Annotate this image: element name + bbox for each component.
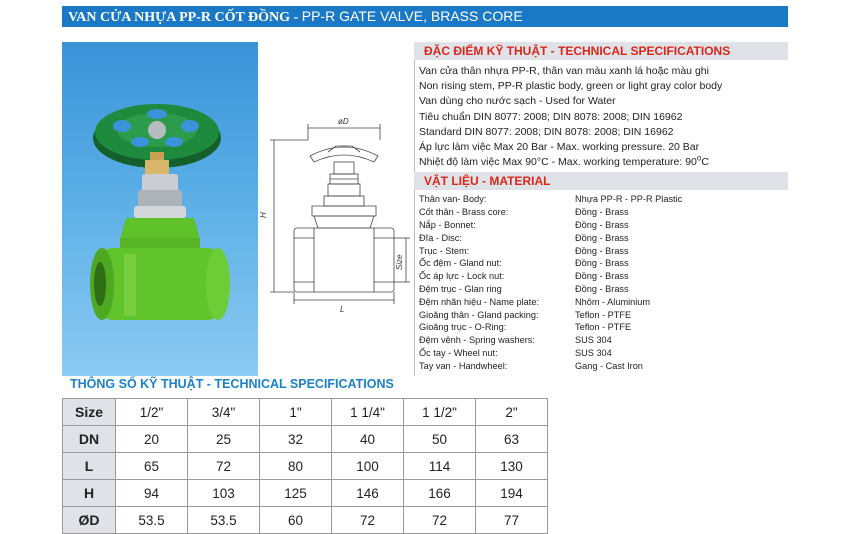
title-english: PP-R GATE VALVE, BRASS CORE [301, 8, 523, 24]
label-size: Size [395, 254, 404, 270]
table-cell: 146 [332, 480, 404, 507]
table-cell: 65 [116, 453, 188, 480]
label-length: L [340, 305, 345, 314]
table-cell: 53.5 [116, 507, 188, 534]
material-value: Đồng - Brass [575, 284, 629, 294]
material-row [419, 296, 784, 309]
material-value: Teflon - PTFE [575, 309, 632, 320]
material-value: Nhôm - Aluminium [575, 296, 651, 307]
material-part: Nắp - Bonnet: [419, 220, 476, 231]
table-cell: 1 1/4" [332, 399, 404, 426]
dimension-table [62, 398, 548, 534]
spec-line: Áp lực làm việc Max 20 Bar - Max. working pressure. 20 Bar [419, 141, 700, 154]
material-value: Đồng - Brass [575, 220, 629, 231]
material-row [419, 347, 784, 360]
row-header: ØD [63, 507, 116, 534]
table-cell: 166 [404, 480, 476, 507]
tech-spec-heading: ĐẶC ĐIỂM KỸ THUẬT - TECHNICAL SPECIFICATIONS [414, 42, 788, 60]
material-part: Tay van - Handwheel: [419, 360, 508, 371]
material-row [419, 232, 784, 245]
table-cell: 53.5 [188, 507, 260, 534]
valve-dimension-drawing [258, 42, 414, 376]
material-value: Gang - Cast Iron [575, 360, 643, 371]
material-value: Đồng - Brass [575, 258, 629, 269]
page-title [62, 6, 788, 27]
table-row [63, 480, 548, 507]
table-cell: 32 [260, 426, 332, 453]
table-cell: 72 [404, 507, 476, 534]
material-part: Ốc tay - Wheel nut: [419, 347, 498, 358]
material-part: Ốc áp lực - Lock nut: [419, 271, 505, 282]
table-cell: 100 [332, 453, 404, 480]
table-cell: 72 [188, 453, 260, 480]
label-diameter: øD [338, 117, 349, 126]
table-cell: 77 [476, 507, 548, 534]
material-part: Trục - Stem: [419, 245, 470, 256]
material-value: SUS 304 [575, 347, 612, 358]
table-cell: 20 [116, 426, 188, 453]
table-row [63, 399, 548, 426]
table-cell: 80 [260, 453, 332, 480]
table-cell: 130 [476, 453, 548, 480]
spec-line: Standard DIN 8077: 2008; DIN 8078: 2008; DIN 16962 [419, 125, 674, 138]
table-row [63, 453, 548, 480]
row-header: DN [63, 426, 116, 453]
gate-valve-image [62, 42, 258, 376]
material-row [419, 245, 784, 258]
material-part: Đệm nhãn hiệu - Name plate: [419, 296, 540, 307]
spec-line: Tiêu chuẩn DIN 8077: 2008; DIN 8078: 2008; DIN 16962 [419, 110, 683, 123]
material-value: Đồng - Brass [575, 245, 629, 256]
material-part: Thân van- Body: [419, 194, 487, 205]
material-row [419, 283, 784, 296]
table-cell: 40 [332, 426, 404, 453]
material-row [419, 270, 784, 283]
material-row [419, 334, 784, 347]
material-row [419, 321, 784, 334]
table-cell: 72 [332, 507, 404, 534]
table-cell: 1 1/2" [404, 399, 476, 426]
spec-line: Van dùng cho nước sạch - Used for Water [419, 95, 616, 108]
material-heading: VẬT LIỆU - MATERIAL [414, 172, 788, 190]
table-cell: 94 [116, 480, 188, 507]
material-part: Ốc đệm - Gland nut: [419, 258, 502, 269]
material-value: Teflon - PTFE [575, 322, 632, 333]
material-row [419, 360, 784, 373]
material-value: SUS 304 [575, 335, 612, 346]
material-part: Đĩa - Disc: [419, 232, 462, 243]
material-row [419, 219, 784, 232]
spec-line-temperature [419, 155, 784, 170]
material-row [419, 206, 784, 219]
material-row [419, 309, 784, 322]
material-list [414, 190, 788, 372]
table-cell: 25 [188, 426, 260, 453]
table-cell: 50 [404, 426, 476, 453]
table-row [63, 507, 548, 534]
row-header: Size [63, 399, 116, 426]
label-height: H [259, 212, 268, 218]
table-cell: 63 [476, 426, 548, 453]
row-header: L [63, 453, 116, 480]
temp-unit: C [701, 156, 709, 169]
material-part: Gioăng thân - Gland packing: [419, 309, 539, 320]
material-value: Nhựa PP-R - PP-R Plastic [575, 194, 683, 205]
table-cell: 125 [260, 480, 332, 507]
material-part: Gioăng trục - O-Ring: [419, 322, 507, 333]
spec-line: Van cửa thân nhựa PP-R, thân van màu xanh lá hoặc màu ghi [419, 65, 709, 77]
specifications-panel [414, 42, 788, 376]
spec-line: Non rising stem, PP-R plastic body, green or light gray color body [419, 80, 723, 93]
table-cell: 1" [260, 399, 332, 426]
table-row [63, 426, 548, 453]
material-part: Đệm vênh - Spring washers: [419, 335, 535, 346]
product-photo [62, 42, 258, 376]
table-cell: 114 [404, 453, 476, 480]
material-row [419, 193, 784, 206]
temp-text: Nhiệt độ làm việc Max 90°C - Max. working temperature: 90 [419, 156, 697, 169]
material-value: Đồng - Brass [575, 232, 629, 243]
material-part: Cốt thân - Brass core: [419, 207, 509, 218]
table-cell: 60 [260, 507, 332, 534]
table-cell: 2" [476, 399, 548, 426]
table-cell: 3/4" [188, 399, 260, 426]
tech-spec-list [414, 60, 788, 172]
title-vietnamese: VAN CỬA NHỰA PP-R CỐT ĐỒNG - [68, 10, 302, 25]
material-value: Đồng - Brass [575, 271, 629, 282]
dimension-table-heading: THÔNG SỐ KỸ THUẬT - TECHNICAL SPECIFICATIONS [70, 377, 394, 391]
table-cell: 1/2" [116, 399, 188, 426]
row-header: H [63, 480, 116, 507]
material-value: Đồng - Brass [575, 207, 629, 218]
technical-drawing [258, 42, 415, 376]
table-cell: 194 [476, 480, 548, 507]
material-row [419, 257, 784, 270]
temp-superscript: o [696, 153, 702, 163]
table-cell: 103 [188, 480, 260, 507]
material-part: Đệm trục - Glan ring [419, 284, 502, 294]
